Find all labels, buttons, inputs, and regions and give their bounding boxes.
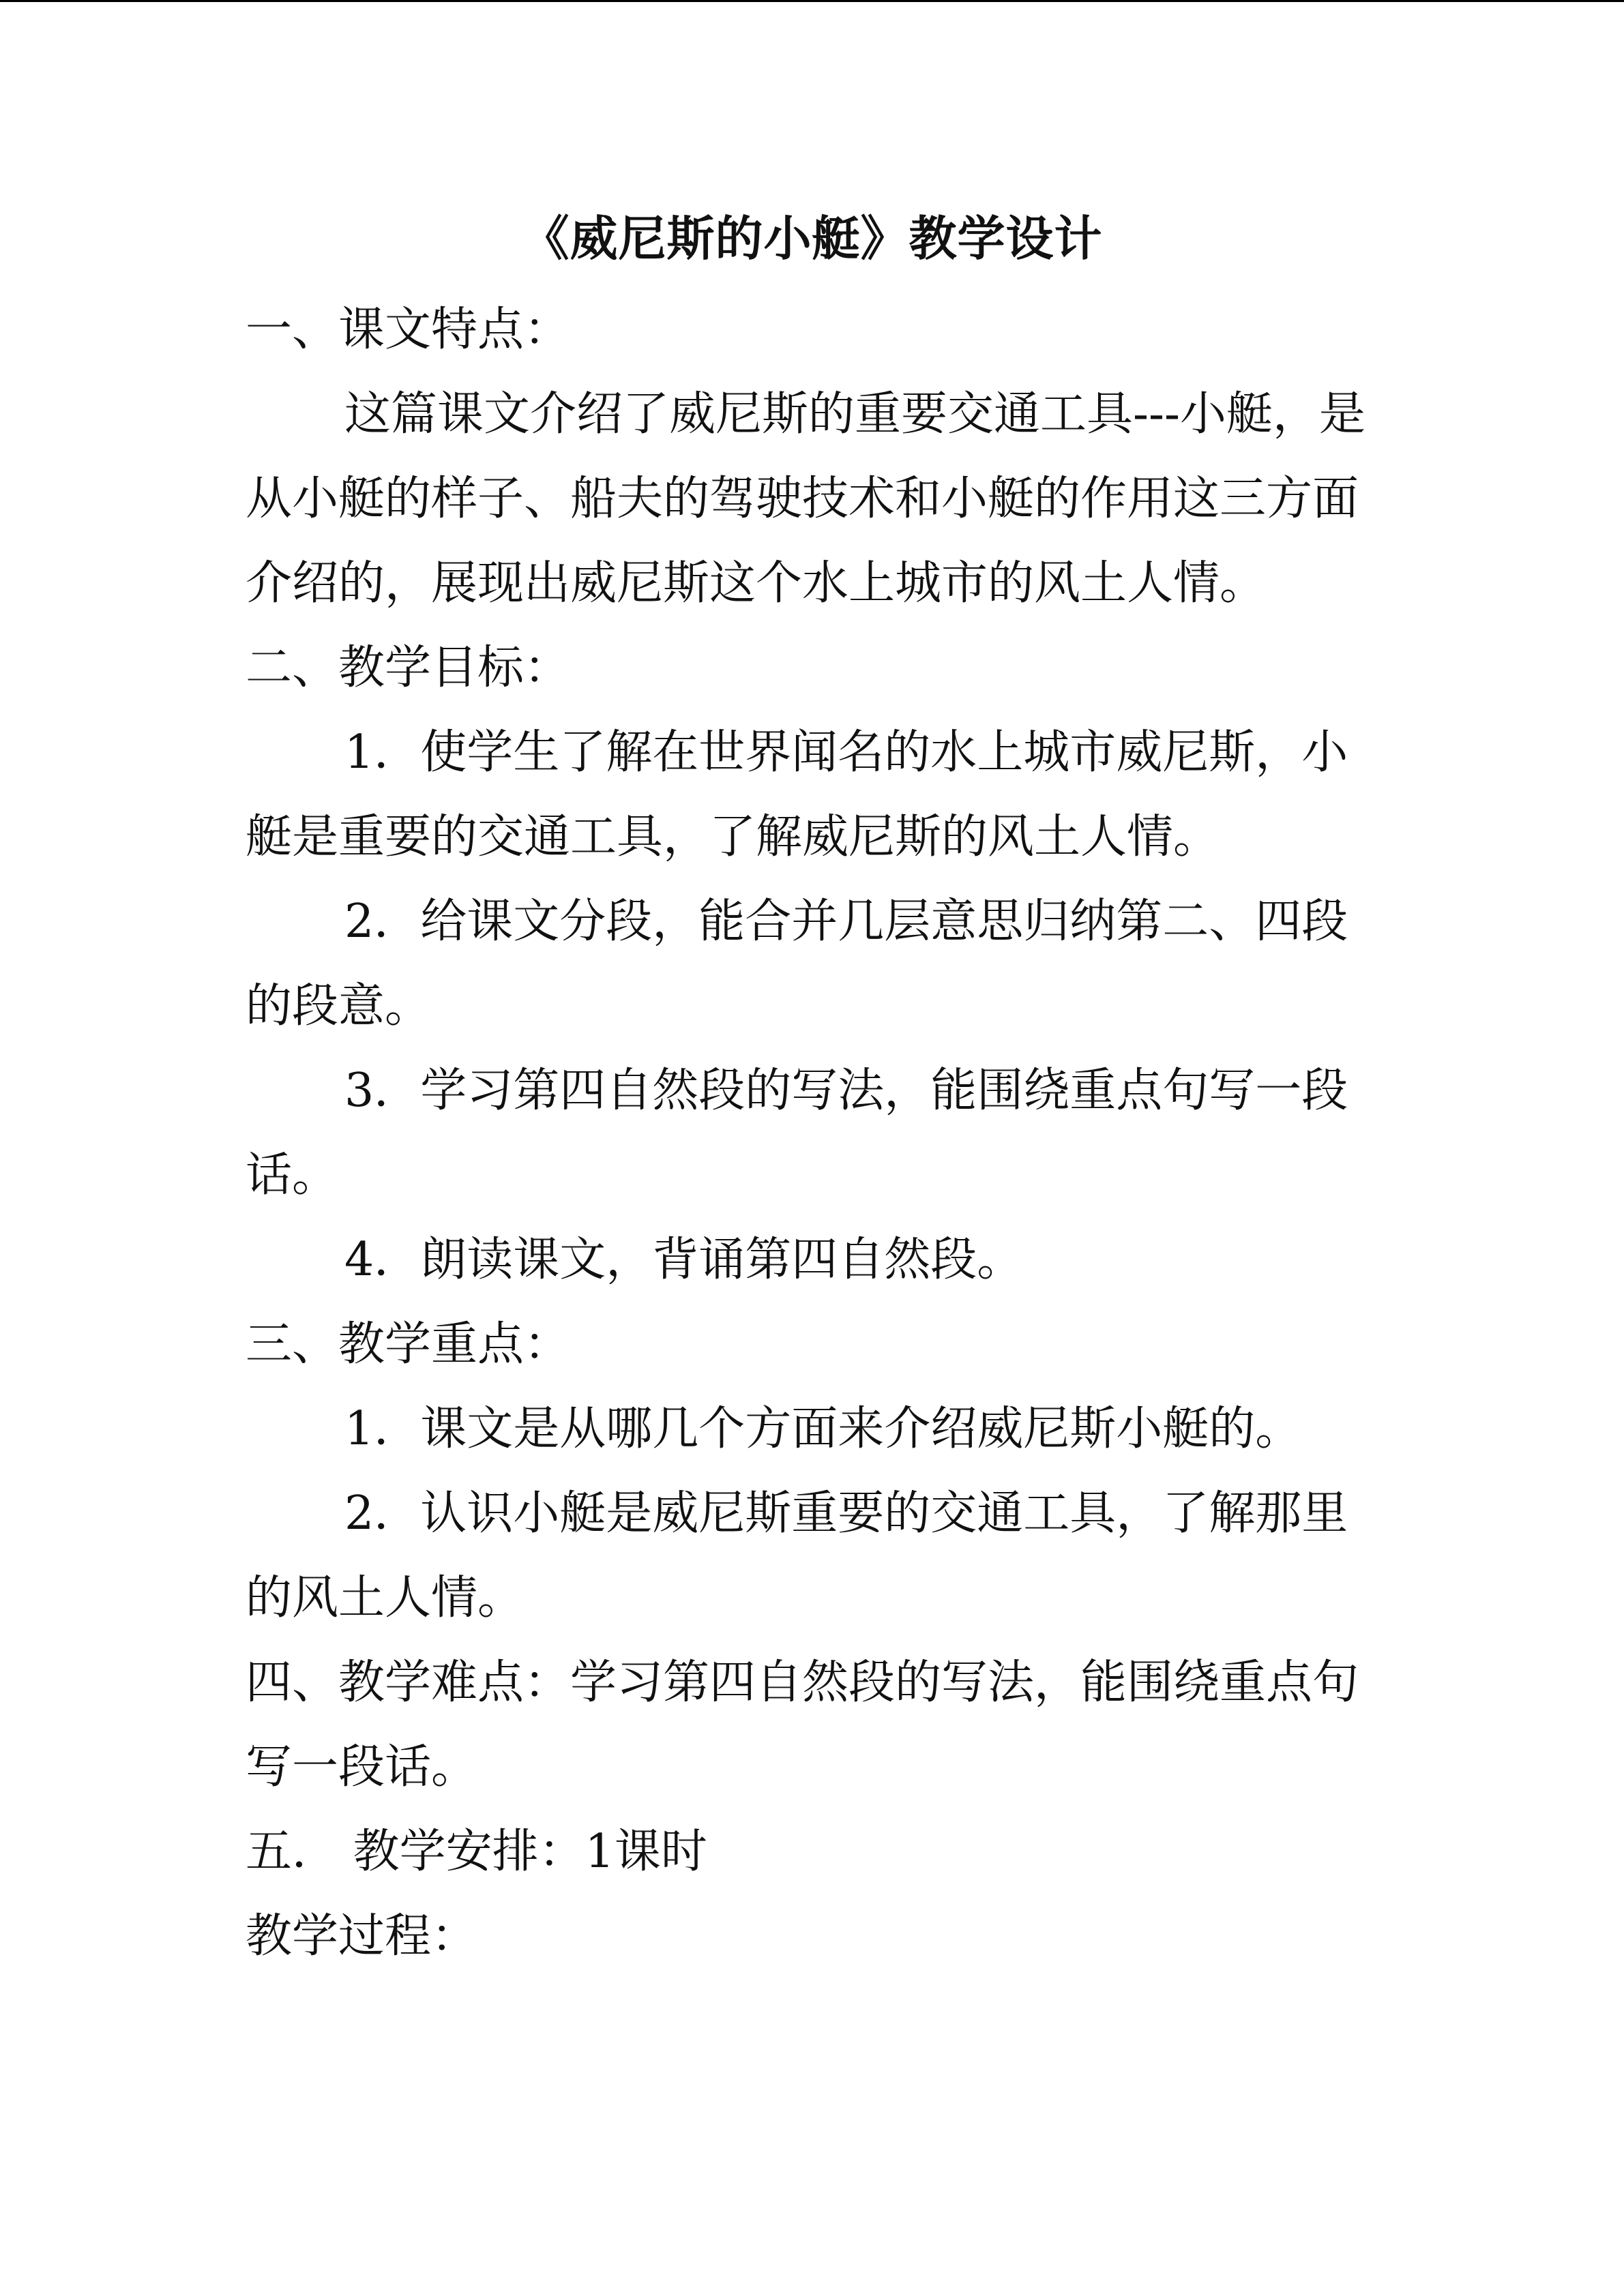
top-border-line [0, 0, 1624, 2]
objective-item-4: 4．朗读课文，背诵第四自然段。 [344, 1233, 1024, 1287]
section-heading-process: 教学过程： [246, 1909, 478, 1963]
document-body [246, 288, 1378, 1979]
objective-item-1: 1．使学生了解在世界闻名的水上城市威尼斯，小艇是重要的交通工具，了解威尼斯的风土人情。 [246, 726, 1348, 864]
section-heading-key-points: 三、教学重点： [246, 1317, 571, 1371]
objective-item-3: 3．学习第四自然段的写法，能围绕重点句写一段话。 [246, 1064, 1348, 1202]
section-schedule: 五． 教学安排：1课时 [246, 1825, 707, 1879]
features-paragraph: 这篇课文介绍了威尼斯的重要交通工具---小艇，是从小艇的样子、船夫的驾驶技术和小艇的作用这三方面介绍的，展现出威尼斯这个水上城市的风土人情。 [246, 387, 1365, 610]
key-point-item-1: 1．课文是从哪几个方面来介绍威尼斯小艇的。 [344, 1402, 1302, 1456]
section-difficulty: 四、教学难点：学习第四自然段的写法，能围绕重点句写一段话。 [246, 1656, 1359, 1794]
key-point-item-2: 2．认识小艇是威尼斯重要的交通工具，了解那里的风土人情。 [246, 1487, 1348, 1625]
objective-item-2: 2．给课文分段，能合并几层意思归纳第二、四段的段意。 [246, 895, 1348, 1033]
document-title: 《威尼斯的小艇》教学设计 [521, 210, 1103, 267]
section-heading-features: 一、课文特点： [246, 303, 571, 357]
section-heading-objectives: 二、教学目标： [246, 641, 571, 695]
